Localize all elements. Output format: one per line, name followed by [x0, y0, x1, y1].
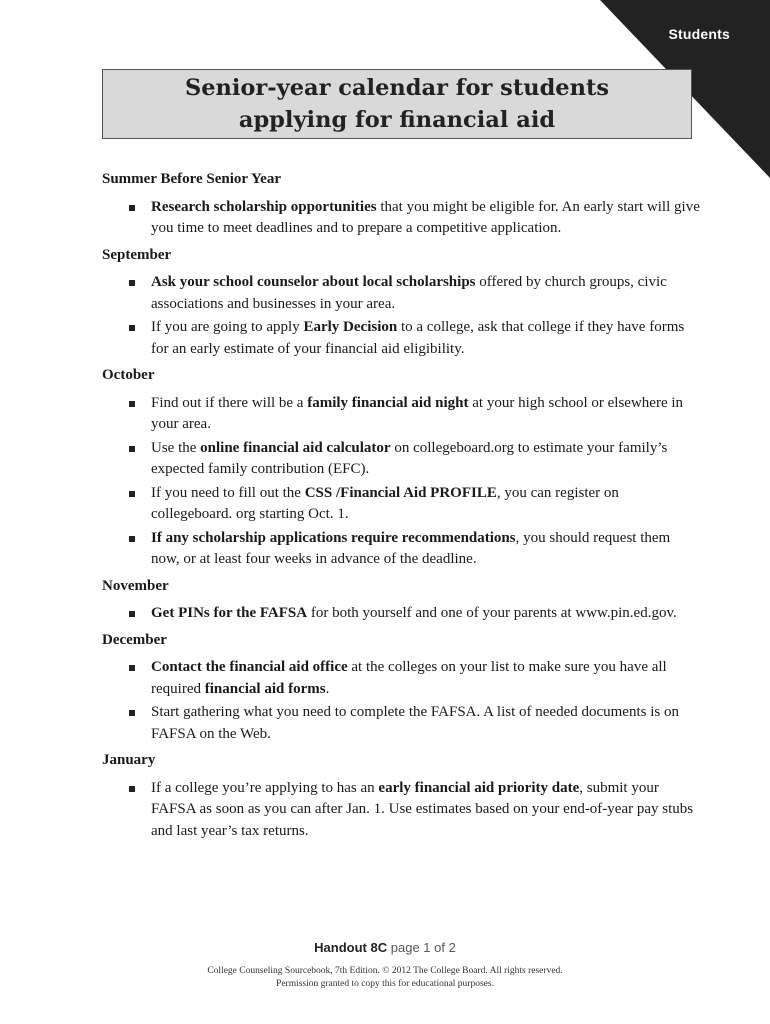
list-item	[102, 317, 702, 360]
corner-tab-label: Students	[668, 26, 730, 42]
section-heading: October	[102, 367, 155, 383]
text-run: Find out if there will be a	[151, 394, 308, 411]
text-run: .	[325, 680, 330, 697]
section-heading: December	[102, 631, 167, 648]
bold-phrase: Research scholarship opportunities	[151, 198, 377, 215]
square-bullet-icon	[129, 536, 135, 542]
section-heading: Summer Before Senior Year	[102, 171, 281, 187]
square-bullet-icon	[129, 491, 135, 497]
section-list	[102, 778, 702, 843]
list-item	[102, 657, 702, 700]
list-item	[102, 438, 702, 481]
list-item	[102, 603, 702, 625]
text-run: Use the	[151, 439, 201, 456]
list-item	[102, 483, 702, 526]
text-run: at the colleges on your list to make sure you have all required	[151, 659, 667, 697]
list-item	[102, 702, 702, 745]
bold-phrase: early financial aid priority date	[378, 779, 580, 796]
text-run: that you might be eligible for. An early start will give you time to meet deadlines and to prepare a competitive application.	[151, 198, 700, 236]
bold-phrase: financial aid forms	[204, 680, 326, 697]
square-bullet-icon	[129, 401, 135, 407]
text-run: If a college you’re applying to has an	[151, 779, 379, 796]
bold-phrase: family financial aid night	[307, 394, 469, 411]
page-title-line-2: applying for financial aid	[238, 107, 556, 133]
square-bullet-icon	[129, 205, 135, 211]
text-run: , you can register on collegeboard. org starting Oct. 1.	[151, 484, 619, 522]
page-title-line-1: Senior-year calendar for students	[184, 75, 610, 101]
section-heading: November	[102, 577, 169, 594]
copyright-line: College Counseling Sourcebook, 7th Edition. © 2012 The College Board. All rights reserved.	[207, 966, 563, 976]
page-title-box	[102, 69, 692, 139]
section-heading: September	[102, 246, 172, 263]
text-run: offered by church groups, civic associations and businesses in your area.	[151, 274, 667, 312]
section-list	[102, 657, 702, 745]
text-run: for both yourself and one of your parents at www.pin.ed.gov.	[307, 605, 677, 621]
square-bullet-icon	[129, 280, 135, 286]
text-run: If you need to fill out the	[151, 484, 305, 501]
page-number: page 1 of 2	[390, 940, 456, 955]
square-bullet-icon	[129, 611, 135, 617]
list-item	[102, 528, 702, 571]
bold-phrase: Contact the financial aid office	[151, 659, 348, 675]
section-list	[102, 272, 702, 360]
square-bullet-icon	[129, 446, 135, 452]
bold-phrase: CSS /Financial Aid PROFILE	[304, 484, 497, 501]
list-item	[102, 778, 702, 843]
square-bullet-icon	[129, 665, 135, 671]
bold-phrase: Get PINs for the FAFSA	[151, 605, 308, 621]
square-bullet-icon	[129, 325, 135, 331]
square-bullet-icon	[129, 710, 135, 716]
section-list	[102, 197, 702, 240]
section-heading: January	[102, 752, 156, 768]
list-item	[102, 393, 702, 436]
text-run: on collegeboard.org to estimate your family’s expected family contribution (EFC).	[151, 439, 668, 477]
section-list	[102, 603, 702, 625]
list-item	[102, 272, 702, 315]
handout-footer	[0, 940, 770, 955]
text-run: If you are going to apply	[151, 319, 304, 335]
text-run: to a college, ask that college if they have forms for an early estimate of your financial aid eligibility.	[151, 319, 685, 357]
calendar-content	[102, 169, 702, 847]
copyright-notice	[0, 965, 770, 991]
text-run: , submit your FAFSA as soon as you can after Jan. 1. Use estimates based on your end-of-year pay stubs and last year’s tax returns.	[151, 779, 694, 839]
text-run: Start gathering what you need to complete the FAFSA. A list of needed documents is on FAFSA on the Web.	[151, 704, 679, 742]
section-list	[102, 393, 702, 571]
permission-line: Permission granted to copy this for educational purposes.	[276, 979, 494, 989]
bold-phrase: Ask your school counselor about local scholarships	[151, 274, 476, 290]
bold-phrase: If any scholarship applications require recommendations	[151, 529, 516, 546]
handout-label: Handout 8C	[314, 940, 388, 955]
list-item	[102, 197, 702, 240]
square-bullet-icon	[129, 786, 135, 792]
bold-phrase: Early Decision	[303, 319, 398, 335]
bold-phrase: online financial aid calculator	[200, 439, 391, 456]
text-run: at your high school or elsewhere in your area.	[151, 394, 684, 432]
text-run: , you should request them now, or at least four weeks in advance of the deadline.	[151, 529, 671, 567]
